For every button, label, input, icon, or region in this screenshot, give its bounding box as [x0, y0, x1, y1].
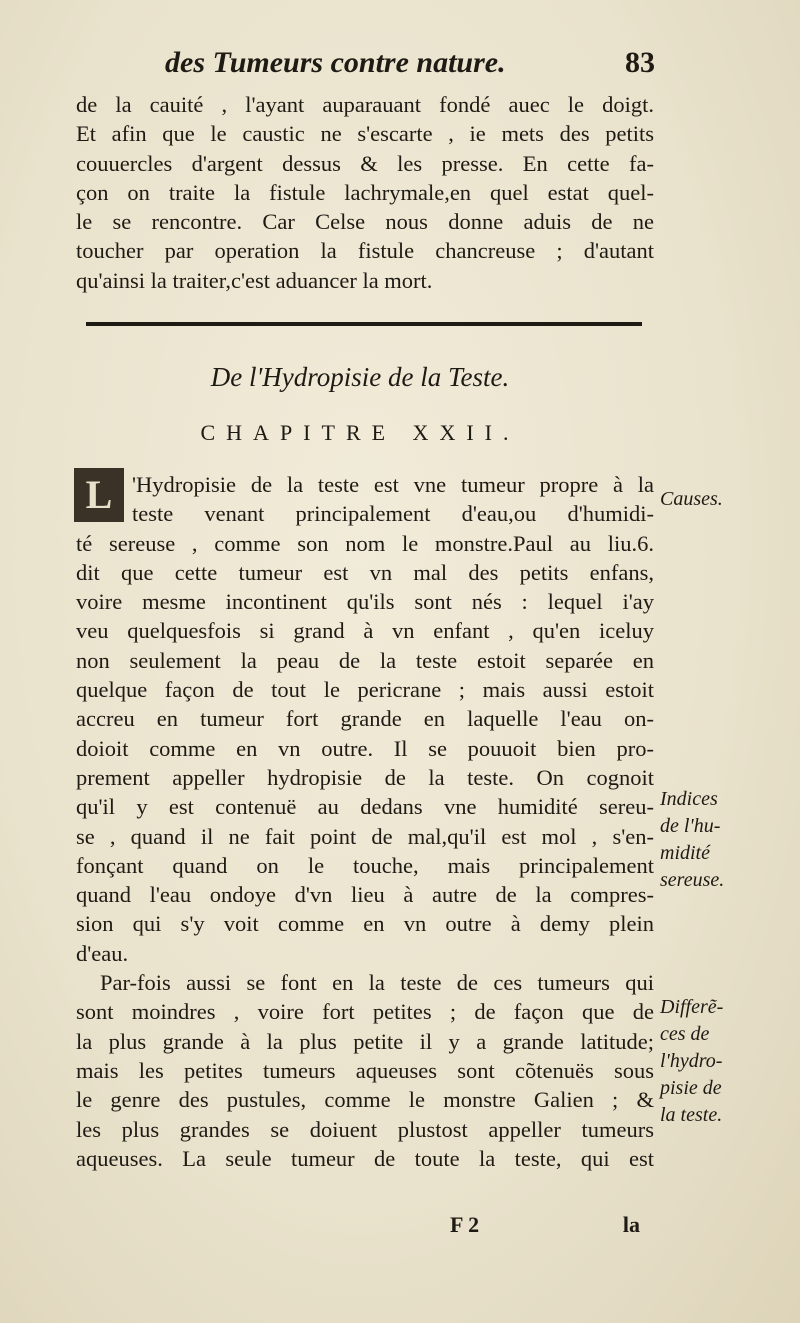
- signature-mark: F 2: [450, 1212, 480, 1237]
- margin-note-line: sereuse.: [660, 869, 725, 891]
- text-line: accreu en tumeur fort grande en laquelle l'eau on-: [76, 706, 654, 732]
- text-line: prement appeller hydropisie de la teste. On cognoit: [76, 764, 654, 790]
- text-line: doioit comme en vn outre. Il se pouuoit bien pro-: [76, 735, 654, 761]
- text-line: couuercles d'argent dessus & les presse. En cette fa-: [76, 150, 654, 176]
- margin-note-line: ces de: [660, 1023, 710, 1045]
- text-line: 'Hydropisie de la teste est vne tumeur propre à la: [132, 472, 654, 497]
- running-title: des Tumeurs contre nature.: [165, 46, 506, 79]
- text-line: té sereuse , comme son nom le monstre.Paul au liu.6.: [76, 530, 654, 556]
- text-line: Par-fois aussi se font en la teste de ces tumeurs qui: [100, 970, 654, 996]
- text-line: mais les petites tumeurs aqueuses sont cõtenuës sous: [76, 1057, 654, 1083]
- margin-note-line: midité: [660, 842, 710, 864]
- text-line: la plus grande à la plus petite il y a grande latitude;: [76, 1028, 654, 1054]
- margin-note-line: Indices: [660, 788, 718, 810]
- margin-note-line: la teste.: [660, 1104, 723, 1126]
- margin-note-line: pisie de: [660, 1077, 722, 1099]
- text-line: Et afin que le caustic ne s'escarte , ie mets des petits: [76, 121, 654, 147]
- chapter-body: [76, 470, 654, 1173]
- text-line: sont moindres , voire fort petites ; de façon que de: [76, 999, 654, 1025]
- running-header: [165, 46, 655, 90]
- text-line: les plus grandes se doiuent plustost appeller tumeurs: [76, 1116, 654, 1142]
- margin-note-indices: [660, 786, 740, 894]
- margin-note-differences: [660, 994, 740, 1129]
- text-line: qu'il y est contenuë au dedans vne humidité sereu-: [76, 794, 654, 820]
- text-line: se , quand il ne fait point de mal,qu'il est mol , s'en-: [76, 823, 654, 849]
- text-line: sion qui s'y voit comme en vn outre à demy plein: [76, 911, 654, 937]
- text-line: quand l'eau ondoye d'vn lieu à autre de la compres-: [76, 882, 654, 908]
- text-line: quelque façon de tout le pericrane ; mais aussi estoit: [76, 677, 654, 703]
- margin-note-line: Causes.: [660, 488, 723, 510]
- chapter-heading: CHAPITRE XXII.: [200, 420, 520, 445]
- top-paragraph: [76, 90, 654, 295]
- text-line: le se rencontre. Car Celse nous donne aduis de ne: [76, 209, 654, 235]
- section-title: De l'Hydropisie de la Teste.: [210, 362, 510, 392]
- margin-note-line: l'hydro-: [660, 1050, 723, 1072]
- drop-capital: L: [74, 468, 124, 522]
- page-footer: [450, 1212, 650, 1242]
- text-line: dit que cette tumeur est vn mal des petits enfans,: [76, 559, 654, 585]
- margin-note-causes: [660, 486, 740, 513]
- text-line: le genre des pustules, comme le monstre Galien ; &: [76, 1087, 654, 1113]
- text-line: çon on traite la fistule lachrymale,en quel estat quel-: [76, 179, 654, 205]
- text-line: toucher par operation la fistule chancreuse ; d'autant: [76, 238, 654, 264]
- text-line: qu'ainsi la traiter,c'est aduancer la mort.: [76, 267, 433, 293]
- text-line: fonçant quand on le touche, mais principalement: [76, 852, 654, 878]
- margin-note-line: Differẽ-: [660, 996, 724, 1018]
- section-divider: [86, 322, 642, 326]
- margin-note-line: de l'hu-: [660, 815, 721, 837]
- text-line: aqueuses. La seule tumeur de toute la teste, qui est: [76, 1145, 654, 1171]
- text-line: veu quelquesfois si grand à vn enfant , qu'en iceluy: [76, 618, 654, 644]
- text-line: d'eau.: [76, 940, 129, 966]
- text-line: non seulement la peau de la teste estoit separée en: [76, 647, 654, 673]
- text-line: voire mesme incontinent qu'ils sont nés : lequel i'ay: [76, 589, 654, 615]
- page-number: 83: [625, 46, 655, 79]
- catchword: la: [622, 1212, 640, 1237]
- text-line: de la cauité , l'ayant auparauant fondé auec le doigt.: [76, 92, 654, 117]
- text-line: teste venant principalement d'eau,ou d'humidi-: [132, 501, 654, 527]
